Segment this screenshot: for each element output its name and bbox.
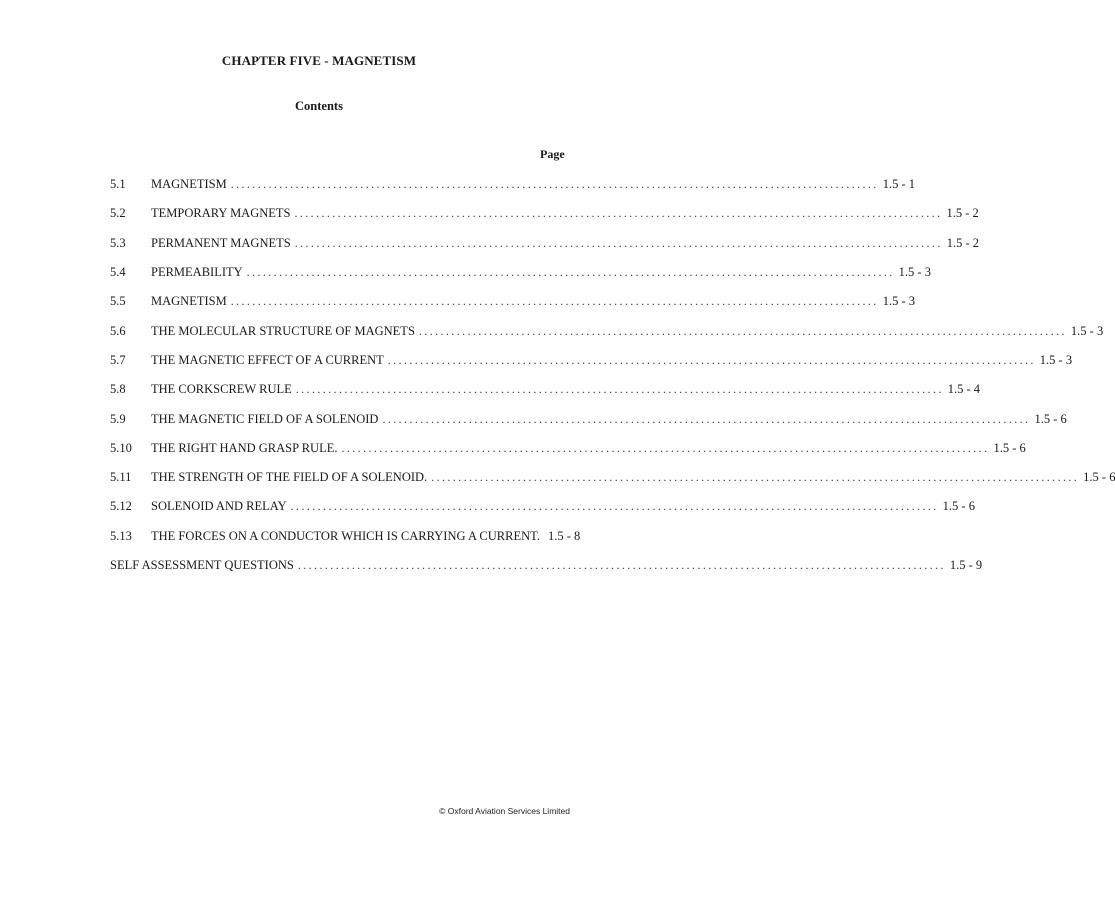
toc-entry[interactable] — [110, 229, 980, 258]
toc-entry-number: 5.8 — [110, 382, 126, 397]
toc-dot-leader: ........................................................................................................................ — [341, 440, 990, 455]
toc-dot-leader: ........................................................................................................................ — [246, 265, 895, 280]
toc-entry-title: PERMEABILITY — [151, 265, 243, 280]
toc-entry-page: 1.5 - 9 — [949, 558, 983, 572]
toc-entry-title: THE MOLECULAR STRUCTURE OF MAGNETS — [151, 323, 415, 338]
toc-entry-number: 5.11 — [110, 470, 132, 485]
toc-entry-page: 1.5 - 3 — [1070, 323, 1104, 338]
toc-entry[interactable] — [110, 404, 1067, 433]
toc-entry[interactable] — [110, 551, 983, 580]
toc-entry-page: 1.5 - 6 — [1034, 411, 1067, 426]
toc-dot-leader: ........................................................................................................................ — [297, 558, 946, 572]
toc-entry-title: THE CORKSCREW RULE — [151, 382, 292, 397]
toc-dot-leader: ........................................................................................................................ — [290, 499, 939, 514]
toc-entry-page: 1.5 - 4 — [947, 382, 981, 397]
toc-entry[interactable] — [110, 492, 975, 521]
toc-entry[interactable] — [110, 375, 981, 404]
toc-entry[interactable] — [110, 258, 931, 287]
toc-dot-leader: ........................................................................................................................ — [294, 206, 943, 221]
toc-entry-title: MAGNETISM — [151, 177, 227, 192]
toc-entry-number: 5.4 — [110, 265, 126, 280]
toc-dot-leader: ........................................................................................................................ — [387, 352, 1036, 367]
toc-entry-page: 1.5 - 3 — [898, 265, 931, 280]
toc-entry-number: 5.2 — [110, 206, 126, 221]
page-column-heading: Page — [540, 147, 565, 161]
toc-entry-page: 1.5 - 6 — [993, 440, 1026, 455]
toc-dot-leader: ........................................................................................................................ — [295, 382, 944, 397]
toc-entry-title: THE MAGNETIC FIELD OF A SOLENOID — [151, 411, 379, 426]
chapter-title: CHAPTER FIVE - MAGNETISM — [221, 53, 417, 68]
toc-entry-title: PERMANENT MAGNETS — [151, 235, 291, 250]
toc-entry-page: 1.5 - 8 — [547, 528, 581, 543]
toc-entry-title: THE STRENGTH OF THE FIELD OF A SOLENOID. — [151, 470, 428, 485]
toc-dot-leader: ........................................................................................................................ — [230, 177, 879, 192]
toc-entry-number: 5.5 — [110, 294, 126, 309]
toc-dot-leader: ........................................................................................................................ — [230, 294, 879, 309]
toc-entry[interactable] — [110, 170, 915, 199]
toc-entry-page: 1.5 - 2 — [946, 206, 979, 221]
table-of-contents — [110, 170, 1115, 580]
toc-entry[interactable] — [110, 316, 1104, 345]
toc-dot-leader: ........................................................................................................................ — [431, 470, 1080, 485]
toc-entry-page: 1.5 - 3 — [882, 294, 915, 309]
toc-entry-number: 5.1 — [110, 177, 126, 192]
footer-copyright: © Oxford Aviation Services Limited — [439, 806, 570, 816]
toc-entry-page: 1.5 - 1 — [882, 177, 915, 192]
toc-entry-page: 1.5 - 3 — [1039, 352, 1073, 367]
toc-entry-title: THE FORCES ON A CONDUCTOR WHICH IS CARRYING A CURRENT. — [151, 528, 540, 543]
toc-entry-number: 5.9 — [110, 411, 126, 426]
toc-entry-number: 5.12 — [110, 499, 132, 514]
toc-entry-title: THE MAGNETIC EFFECT OF A CURRENT — [151, 352, 384, 367]
toc-entry-title: MAGNETISM — [151, 294, 227, 309]
toc-entry-title: THE RIGHT HAND GRASP RULE. — [151, 440, 338, 455]
toc-entry-number: 5.13 — [110, 528, 132, 543]
toc-dot-leader: ........................................................................................................................ — [382, 411, 1031, 426]
toc-entry[interactable] — [110, 346, 1073, 375]
toc-dot-leader: ........................................................................................................................ — [418, 323, 1067, 338]
contents-heading: Contents — [295, 99, 343, 113]
toc-entry-title: TEMPORARY MAGNETS — [151, 206, 291, 221]
toc-entry-page: 1.5 - 6 — [942, 499, 975, 514]
toc-entry[interactable] — [110, 434, 1026, 463]
toc-entry-number: 5.7 — [110, 352, 126, 367]
toc-dot-leader: ........................................................................................................................ — [294, 235, 943, 250]
toc-entry[interactable] — [110, 522, 581, 551]
toc-entry-number: 5.6 — [110, 323, 126, 338]
toc-entry-number: 5.10 — [110, 440, 132, 455]
toc-entry[interactable] — [110, 463, 1115, 492]
toc-entry-title: SELF ASSESSMENT QUESTIONS — [110, 558, 294, 572]
toc-entry-page: 1.5 - 2 — [946, 235, 980, 250]
toc-entry[interactable] — [110, 199, 979, 228]
toc-entry-page: 1.5 - 6 — [1083, 470, 1115, 485]
toc-entry-number: 5.3 — [110, 235, 126, 250]
toc-entry-title: SOLENOID AND RELAY — [151, 499, 287, 514]
toc-entry[interactable] — [110, 287, 915, 316]
